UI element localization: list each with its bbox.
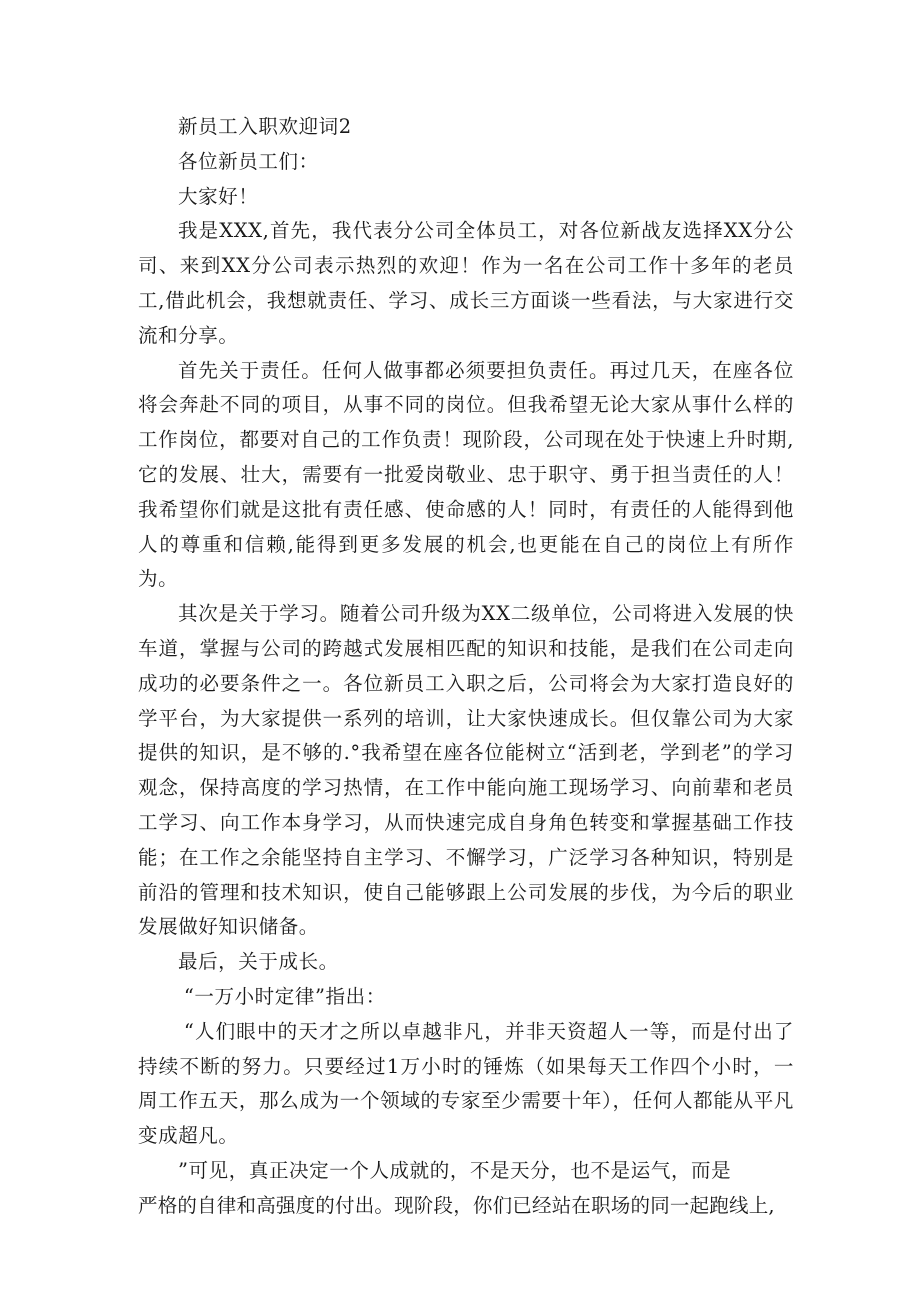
paragraph-learning: 其次是关于学习。随着公司升级为XX二级单位，公司将进入发展的快车道，掌握与公司的跨越式发展相匹配的知识和技能，是我们在公司走向成功的必要条件之一。各位新员工入职之后，公司将会为大家打造良好的学平台，为大家提供一系列的培训，让大家快速成长。但仅靠公司为大家提供的知识，是不够的.°我希望在座各位能树立“活到老，学到老”的学习观念，保持高度的学习热情，在工作中能向施工现场学习、向前辈和老员工学习、向工作本身学习，从而快速完成自身角色转变和掌握基础工作技能；在工作之余能坚持自主学习、不懈学习，广泛学习各种知识，特别是前沿的管理和技术知识，使自己能够跟上公司发展的步伐，为今后的职业发展做好知识储备。 <box>138 602 794 939</box>
paragraph-responsibility: 首先关于责任。任何人做事都必须要担负责任。再过几天，在座各位将会奔赴不同的项目，从事不同的岗位。但我希望无论大家从事什么样的工作岗位，都要对自己的工作负责！现阶段，公司现在处于快速上升时期,它的发展、壮大，需要有一批爱岗敬业、忠于职守、勇于担当责任的人！我希望你们就是这批有责任感、使命感的人！同时，有责任的人能得到他人的尊重和信赖,能得到更多发展的机会,也更能在自己的岗位上有所作为。 <box>138 358 794 591</box>
paragraph-conclusion-continued: 严格的自律和高强度的付出。现阶段，你们已经站在职场的同一起跑线上, <box>138 1193 775 1217</box>
paragraph-quote: “人们眼中的天才之所以卓越非凡，并非天资超人一等，而是付出了持续不断的努力。只要经过1万小时的锤炼（如果每天工作四个小时，一周工作五天，那么成为一个领域的专家至少需要十年），任何人都能从平凡变成超凡。 <box>138 1019 794 1148</box>
paragraph-conclusion: ”可见，真正决定一个人成就的，不是天分，也不是运气，而是 <box>177 1158 732 1182</box>
paragraph-ten-thousand-hours: “一万小时定律”指出： <box>183 984 386 1008</box>
salutation: 各位新员工们： <box>177 149 319 173</box>
document-title: 新员工入职欢迎词2 <box>177 115 352 138</box>
greeting: 大家好！ <box>177 184 259 208</box>
document-body <box>138 110 794 1224</box>
paragraph-introduction: 我是XXX,首先，我代表分公司全体员工，对各位新战友选择XX分公司、来到XX分公司表示热烈的欢迎！作为一名在公司工作十多年的老员工,借此机会，我想就责任、学习、成长三方面谈一些看法，与大家进行交流和分享。 <box>138 219 794 347</box>
paragraph-growth-heading: 最后，关于成长。 <box>177 950 339 974</box>
